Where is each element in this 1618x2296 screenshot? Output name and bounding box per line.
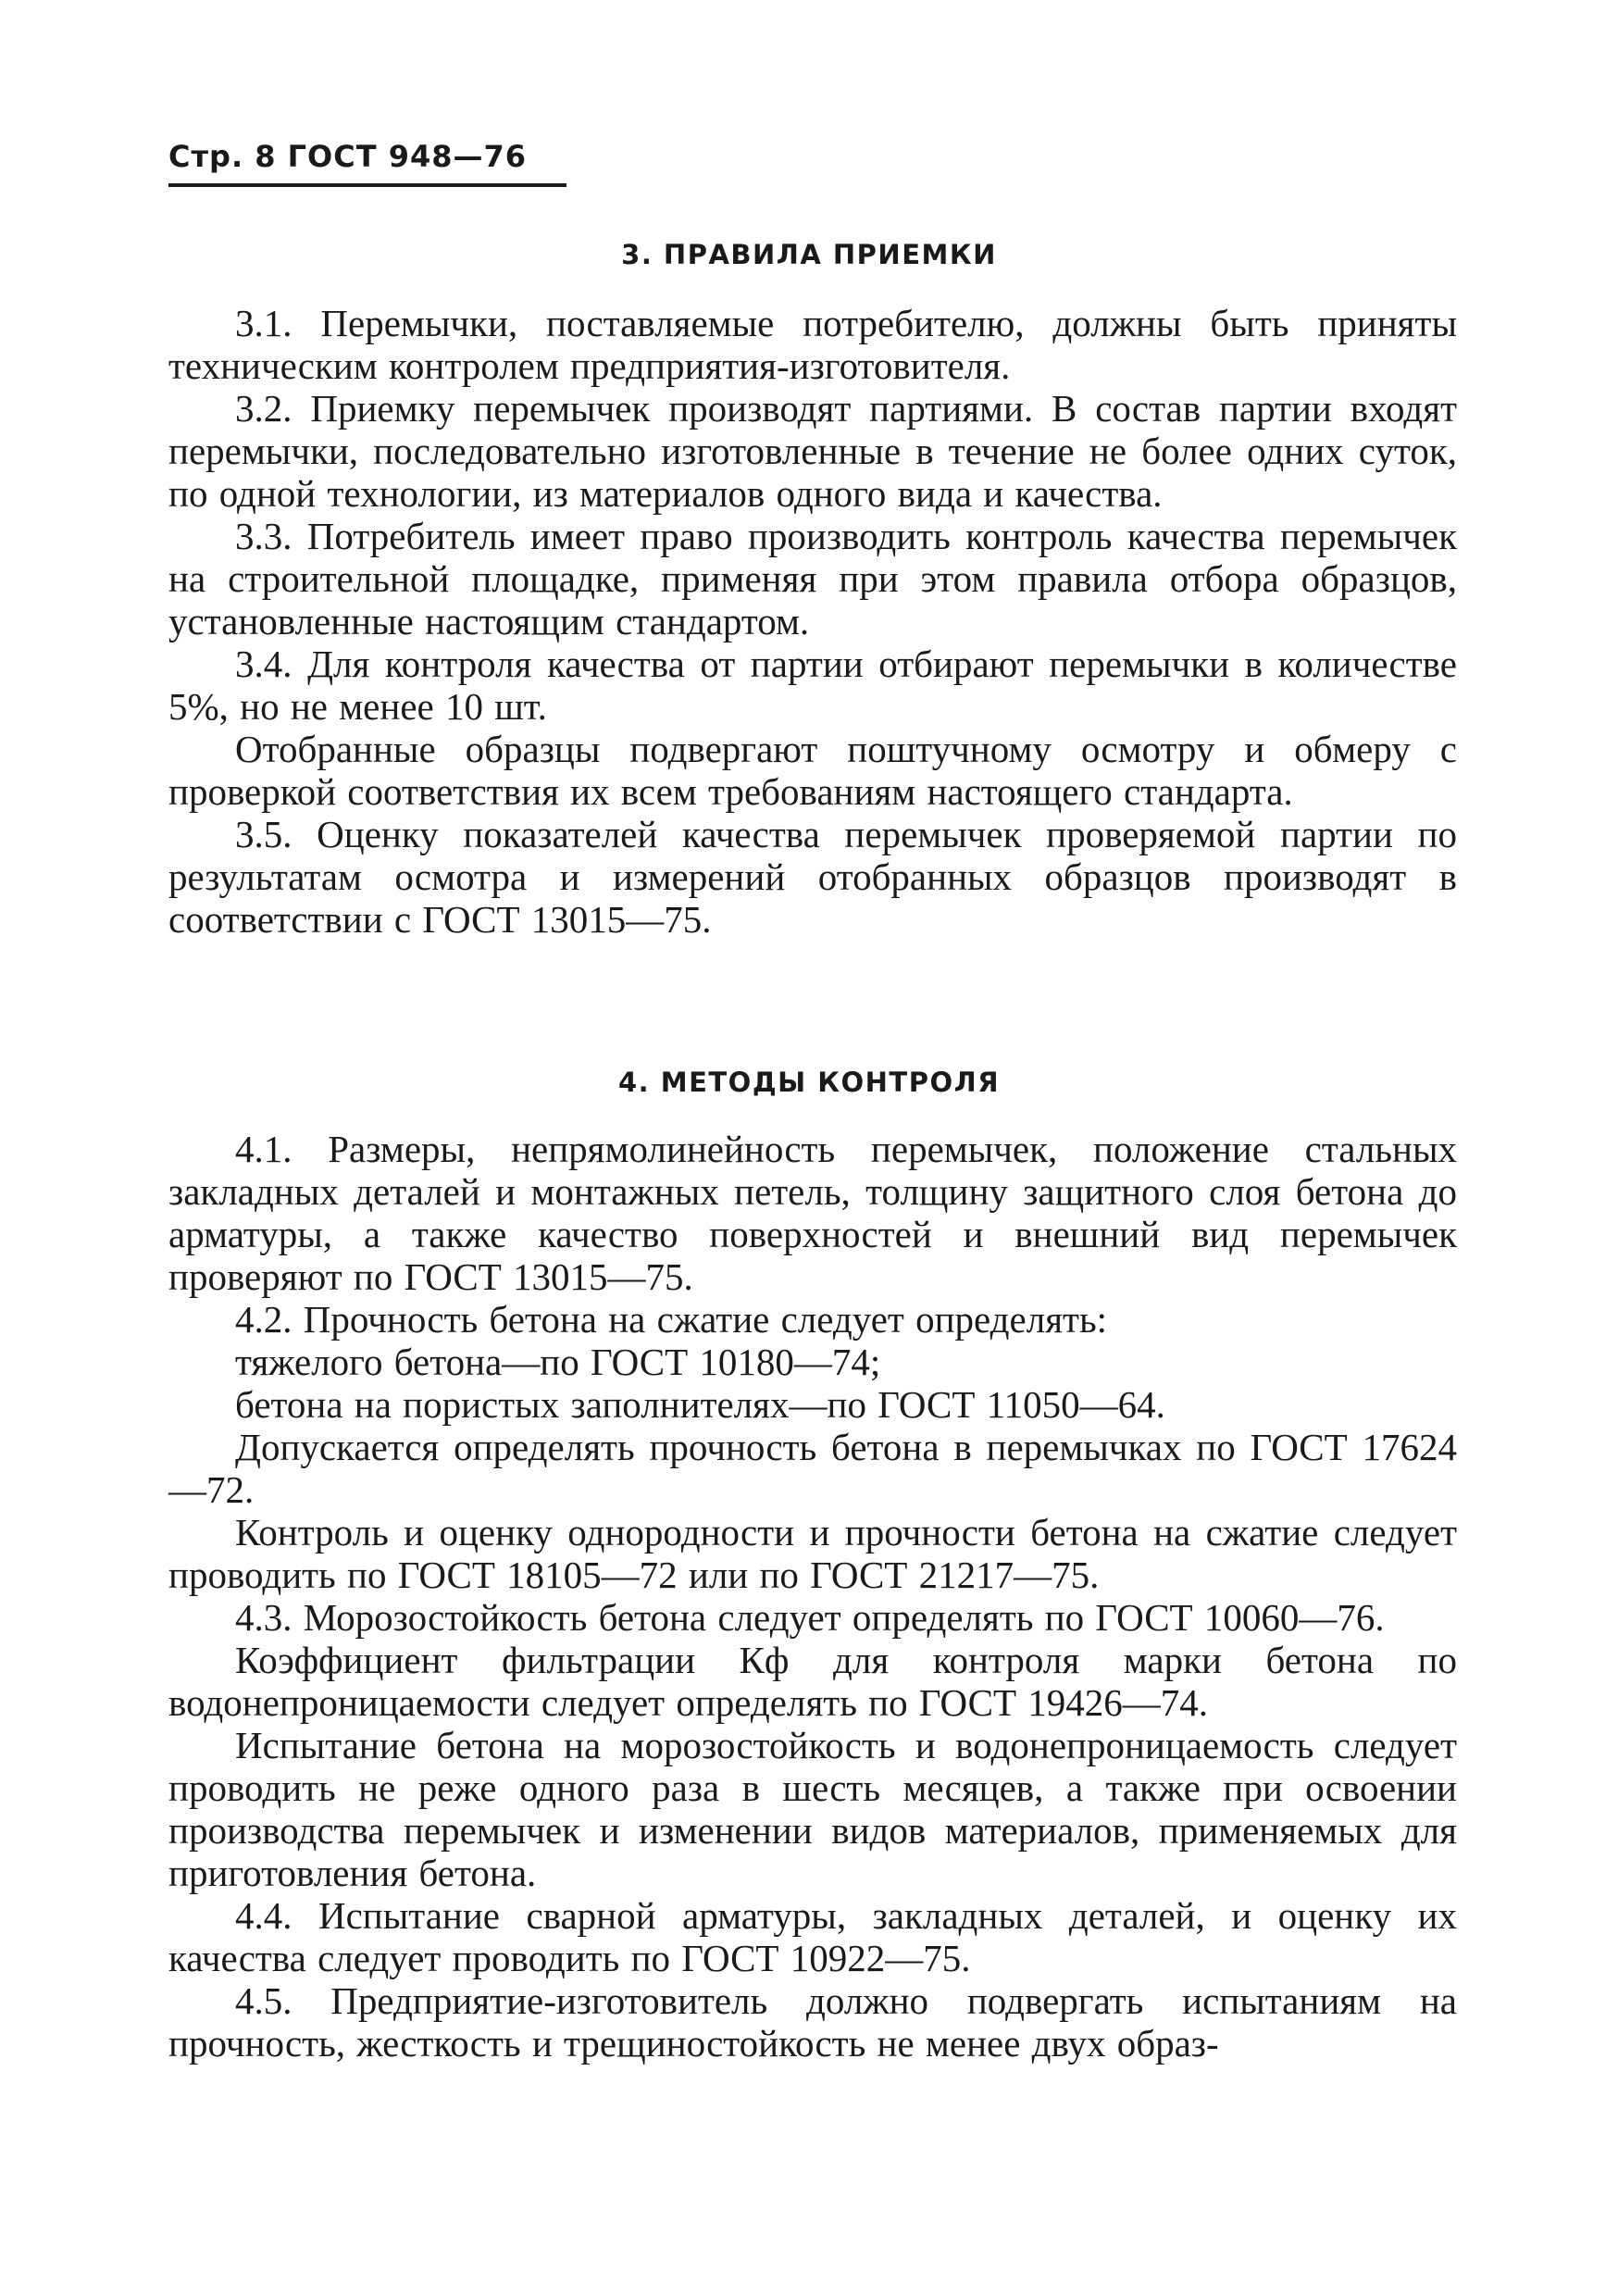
running-header: Стр. 8 ГОСТ 948—76 <box>168 139 528 174</box>
section-3-body <box>168 302 1457 941</box>
paragraph-3-4-cont: Отобранные образцы подвергают поштучному осмотру и обмеру с проверкой соответствия их всем требованиям настоящего стандарта. <box>168 728 1457 813</box>
header-rule <box>168 183 566 187</box>
paragraph-4-3-test: Испытание бетона на морозостойкость и водонепроницаемость следует проводить не реже одного раза в шесть месяцев, а также при освоении производства перемычек и изменении видов материалов, применяемых для приготовления бетона. <box>168 1724 1457 1894</box>
paragraph-4-2: 4.2. Прочность бетона на сжатие следует определять: <box>235 1298 1108 1341</box>
paragraph-4-3-coef: Коэффициент фильтрации Кф для контроля марки бетона по водонепроницаемости следует определять по ГОСТ 19426—74. <box>168 1639 1457 1724</box>
paragraph-3-5: 3.5. Оценку показателей качества перемычек проверяемой партии по результатам осмотра и измерений отобранных образцов производят в соответствии с ГОСТ 13015—75. <box>168 813 1457 941</box>
paragraph-4-2-control: Контроль и оценку однородности и прочности бетона на сжатие следует проводить по ГОСТ 18105—72 или по ГОСТ 21217—75. <box>168 1511 1457 1596</box>
paragraph-3-1: 3.1. Перемычки, поставляемые потребителю, должны быть приняты техническим контролем предприятия-изготовителя. <box>168 302 1457 387</box>
paragraph-4-2-heavy: тяжелого бетона—по ГОСТ 10180—74; <box>235 1341 881 1383</box>
paragraph-4-4: 4.4. Испытание сварной арматуры, закладных деталей, и оценку их качества следует проводить по ГОСТ 10922—75. <box>168 1894 1457 1979</box>
section-3-title: 3. ПРАВИЛА ПРИЕМКИ <box>621 239 997 270</box>
paragraph-4-1: 4.1. Размеры, непрямолинейность перемычек, положение стальных закладных деталей и монтажных петель, толщину защитного слоя бетона до арматуры, а также качество поверхностей и внешний вид перемычек проверяют по ГОСТ 13015—75. <box>168 1128 1457 1298</box>
paragraph-3-4: 3.4. Для контроля качества от партии отбирают перемычки в количестве 5%, но не менее 10 шт. <box>168 643 1457 728</box>
section-4-title: 4. МЕТОДЫ КОНТРОЛЯ <box>617 1067 1001 1098</box>
section-4-body <box>168 1128 1457 2065</box>
paragraph-4-2-porous: бетона на пористых заполнителях—по ГОСТ 11050—64. <box>235 1383 1165 1426</box>
paragraph-3-2: 3.2. Приемку перемычек производят партиями. В состав партии входят перемычки, последовательно изготовленные в течение не более одних суток, по одной технологии, из материалов одного вида и качества. <box>168 387 1457 515</box>
paragraph-3-3: 3.3. Потребитель имеет право производить контроль качества перемычек на строительной площадке, применяя при этом правила отбора образцов, установленные настоящим стандартом. <box>168 515 1457 643</box>
paragraph-4-5: 4.5. Предприятие-изготовитель должно подвергать испытаниям на прочность, жесткость и трещиностойкость не менее двух образ- <box>168 1979 1457 2065</box>
paragraph-4-3: 4.3. Морозостойкость бетона следует определять по ГОСТ 10060—76. <box>235 1596 1385 1639</box>
paragraph-4-2-allowed: Допускается определять прочность бетона в перемычках по ГОСТ 17624—72. <box>168 1426 1457 1511</box>
